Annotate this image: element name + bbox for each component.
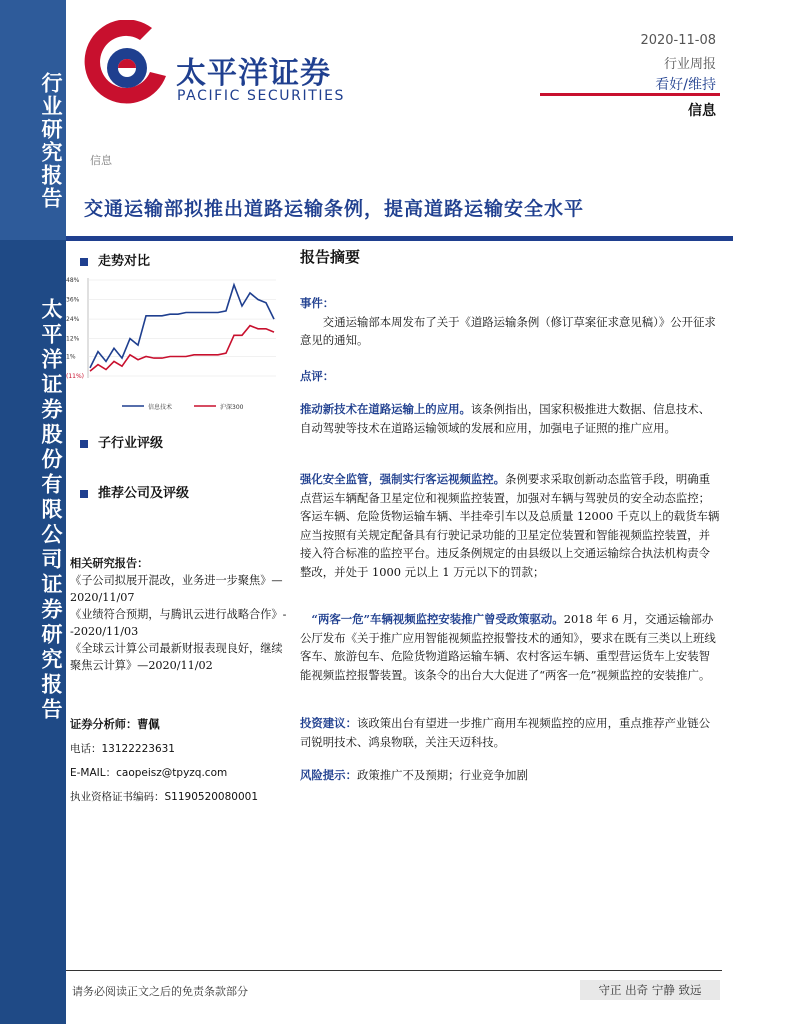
industry-category: 信息 [688,103,716,119]
pacific-logo-icon [82,20,172,110]
footer-disclaimer[interactable]: 请务必阅读正文之后的免责条款部分 [72,985,248,998]
analyst-name-row: 证券分析师：曹佩 [70,717,160,731]
footer-rule [66,970,722,971]
related-report-1[interactable]: 《子公司拟展开混改，业务进一步聚焦》—2020/11/07 [70,574,283,604]
related-report-2[interactable]: 《业绩符合预期，与腾讯云进行战略合作》--2020/11/03 [70,608,287,638]
point-new-tech: 推动新技术在道路运输上的应用。该条例指出，国家积极推进大数据、信息技术、自动驾驶等技术在道路运输领域的发展和应用，加强电子证照的推广应用。 [300,402,711,435]
legend-hs300: 沪深300 [220,404,244,411]
series-line-hs300 [90,326,274,372]
footer-motto: 守正 出奇 宁静 致远 [580,980,720,1000]
bullet-square-icon [80,258,88,266]
event-text: 交通运输部本周发布了关于《道路运输条例（修订草案征求意见稿）》公开征求意见的通知。 [300,314,716,348]
related-reports [70,555,292,674]
report-date: 2020-11-08 [640,33,716,48]
trend-chart [66,268,286,428]
recommend-section-head: 推荐公司及评级 [80,482,189,501]
page-title: 交通运输部拟推出道路运输条例，提高道路运输安全水平 [84,198,585,220]
y-tick-label: 12% [66,335,80,343]
brand-name-en: PACIFIC SECURITIES [177,88,346,104]
event-block [300,294,720,350]
analyst-phone-row: 电话：13122223631 [70,743,175,755]
sidebar-report-label: 行业研究报告 [39,72,64,210]
analyst-email-link[interactable]: caopeisz@tpyzq.com [116,767,228,779]
y-tick-label: 1% [66,353,76,361]
analyst-cert-row: 执业资格证书编码：S1190520080001 [70,791,259,803]
series-line-info-tech [90,285,274,368]
legend-info-tech: 信息技术 [148,404,173,411]
comment-label: 点评： [300,369,335,383]
y-tick-label: 36% [66,296,80,304]
point-policy: “两客一危”车辆视频监控安装推广曾受政策驱动。2018 年 6 月，交通运输部办公厅发布《关于推广应用智能视频监控报警技术的通知》，要求在既有三类以上班线客车、旅游包车、危险货物道路运输车辆、农村客运车辆、重型营运货车上安装智能视频监控报警装置。该条令的出台大大促进了“两客一危”视频监控的安装推广。 [300,612,716,682]
y-tick-label: (11%) [66,373,85,380]
header-red-rule [540,93,720,96]
related-head: 相关研究报告： [70,556,149,570]
analyst-email-row: E-MAIL：caopeisz@tpyzq.com [70,767,228,779]
y-tick-label: 24% [66,316,80,324]
risk-warning: 风险提示：政策推广不及预期；行业竞争加剧 [300,768,528,782]
related-report-3[interactable]: 《全球云计算公司最新财报表现良好，继续聚焦云计算》—2020/11/02 [70,642,283,672]
chart-legend [122,403,244,411]
report-type: 行业周报 [663,57,716,72]
industry-rating: 看好/维持 [655,77,716,93]
brand-name-cn: 太平洋证券 [176,56,331,91]
sub-rating-section-head: 子行业评级 [80,432,163,451]
title-divider [66,236,733,241]
event-label: 事件： [300,296,335,310]
bullet-square-icon [80,490,88,498]
point-safety: 强化安全监管，强制实行客运视频监控。条例要求采取创新动态监管手段，明确重点营运车辆配备卫星定位和视频监控装置，加强对车辆与驾驶员的安全动态监控；客运车辆、危险货物运输车辆、半挂牵引车以及总质量 12000 千克以上的载货车辆应当按照有关规定配备具有行驶记录功能的卫星定位装置和智能视频监控装置，并接入符合标准的监控平台。违反条例规定的由县级以上交通运输综合执法机构责令整改，并处于 1000 元以上 1 万元以下的罚款； [300,472,720,579]
bullet-square-icon [80,440,88,448]
sidebar-company-label: 太平洋证券股份有限公司证券研究报告 [39,298,64,723]
summary-head: 报告摘要 [300,248,361,266]
doc-small-tag: 信息 [90,154,112,167]
y-tick-label: 48% [66,277,80,284]
trend-section-head: 走势对比 [80,250,150,269]
invest-advice: 投资建议：该政策出台有望进一步推广商用车视频监控的应用，重点推荐产业链公司锐明技术、鸿泉物联，关注天迈科技。 [300,716,711,749]
